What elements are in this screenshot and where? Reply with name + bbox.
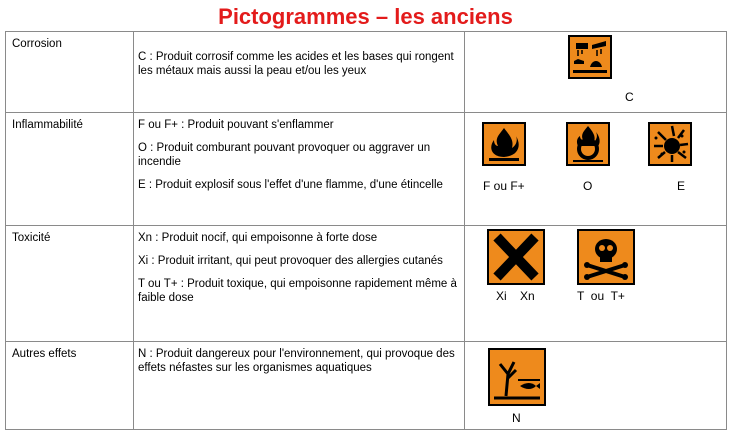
pictogram-table [5,31,727,430]
description-e: E : Produit explosif sous l'effet d'une flamme, d'une étincelle [138,179,443,191]
description-cell-corrosion [134,32,465,113]
skull-crossbones-icon [577,229,635,285]
pictogram-label-n: N [512,411,521,425]
pictogram-label-c: C [625,90,634,104]
table-row-corrosion [6,32,727,113]
pictogram-cell-toxicite [465,226,727,342]
description-cell-toxicite [134,226,465,342]
description-xi: Xi : Produit irritant, qui peut provoquer des allergies cutanés [138,255,443,267]
category-corrosion: Corrosion [6,32,134,113]
category-autres-effets: Autres effets [6,342,134,430]
explosive-icon [648,122,692,166]
category-toxicite: Toxicité [6,226,134,342]
pictogram-label-xi-xn: Xi Xn [496,289,535,303]
description-xn: Xn : Produit nocif, qui empoisonne à forte dose [138,232,378,244]
description-f: F ou F+ : Produit pouvant s'enflammer [138,119,334,131]
table-row-autres-effets [6,342,727,430]
description-cell-autres-effets [134,342,465,430]
oxidizer-icon [566,122,610,166]
pictogram-cell-autres-effets [465,342,727,430]
environment-icon [488,348,546,406]
description-c: C : Produit corrosif comme les acides et les bases qui rongent les métaux mais aussi la peau et/ou les yeux [138,51,454,77]
description-t: T ou T+ : Produit toxique, qui empoisonne rapidement même à faible dose [138,278,457,304]
harmful-cross-icon [487,229,545,285]
pictogram-cell-corrosion [465,32,727,113]
pictogram-cell-inflammabilite [465,113,727,226]
table-row-inflammabilite [6,113,727,226]
pictogram-label-e: E [677,179,686,193]
page-title: Pictogrammes – les anciens [218,4,513,29]
table-row-toxicite [6,226,727,342]
corrosive-icon [568,35,612,79]
flame-icon [482,122,526,166]
category-inflammabilite: Inflammabilité [6,113,134,226]
description-n: N : Produit dangereux pour l'environnement, qui provoque des effets néfastes sur les organismes aquatiques [138,348,455,374]
description-o: O : Produit comburant pouvant provoquer ou aggraver un incendie [138,142,431,168]
pictogram-label-f: F ou F+ [483,179,525,193]
pictogram-label-o: O [583,179,593,193]
description-cell-inflammabilite [134,113,465,226]
pictogram-label-t: T ou T+ [577,289,625,303]
